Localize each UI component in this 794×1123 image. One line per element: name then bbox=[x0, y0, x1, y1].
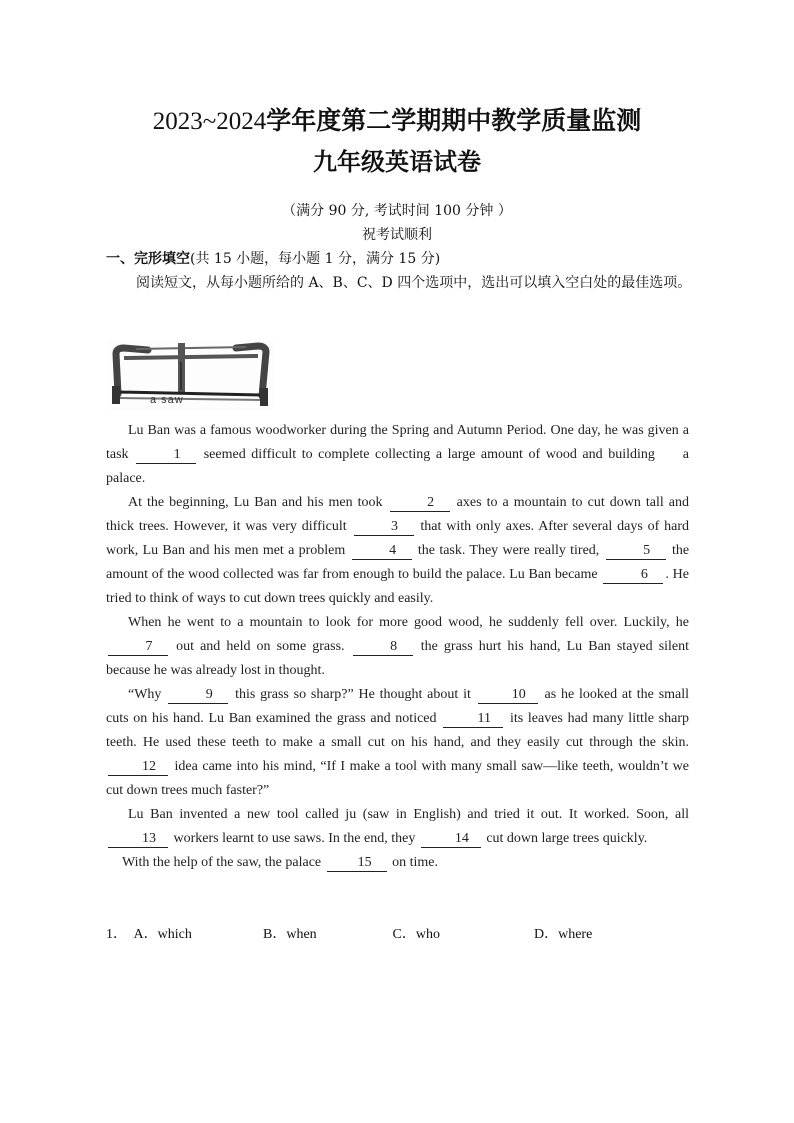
text: the grass hurt his hand, Lu Ban stayed silent because he was already lost in thought. bbox=[106, 639, 690, 678]
blank-6: 6 bbox=[603, 567, 663, 584]
option-b[interactable]: B．when bbox=[263, 927, 317, 942]
text: . He tried to think of ways to cut down trees quickly and easily. bbox=[106, 567, 690, 606]
wish-text: 祝考试顺利 bbox=[362, 227, 432, 243]
blank-14: 14 bbox=[421, 831, 481, 848]
paragraph-3 bbox=[106, 611, 689, 683]
title-year: 2023~2024 bbox=[152, 108, 267, 135]
blank-13: 13 bbox=[108, 831, 168, 848]
text: idea came into his mind, “If I make a tool with many small saw—like teeth, wouldn’t we cut down trees much faster?” bbox=[106, 759, 690, 798]
text: At the beginning, Lu Ban and his men took bbox=[128, 495, 383, 510]
text: that with only axes. After several days of hard work, Lu Ban and his men met a problem bbox=[106, 519, 690, 558]
blank-12: 12 bbox=[108, 759, 168, 776]
text: the task. They were really tired, bbox=[417, 543, 600, 558]
paragraph-1 bbox=[106, 419, 689, 491]
blank-9: 9 bbox=[168, 687, 228, 704]
section-info: (共 15 小题，每小题 1 分，满分 15 分) bbox=[190, 251, 441, 267]
option-a[interactable]: A．which bbox=[133, 927, 192, 942]
blank-10: 10 bbox=[478, 687, 538, 704]
option-d[interactable]: D．where bbox=[534, 927, 593, 942]
text: a palace. bbox=[106, 447, 689, 486]
option-c[interactable]: C．who bbox=[392, 927, 440, 942]
section-heading bbox=[106, 249, 696, 269]
blank-2: 2 bbox=[390, 495, 450, 512]
text: workers learnt to use saws. In the end, they bbox=[173, 831, 416, 846]
question-1 bbox=[106, 924, 706, 946]
blank-8: 8 bbox=[353, 639, 413, 656]
text: the amount of the wood collected was far from enough to build the palace. Lu Ban became bbox=[106, 543, 690, 582]
saw-caption: a saw bbox=[150, 394, 184, 406]
blank-15: 15 bbox=[327, 855, 387, 872]
paragraph-4 bbox=[106, 683, 689, 803]
text: With the help of the saw, the palace bbox=[122, 855, 322, 870]
text: seemed difficult to complete collecting a large amount of wood and building bbox=[203, 447, 655, 462]
section-label: 一、完形填空 bbox=[106, 251, 190, 267]
text: its leaves had many little sharp teeth. He used these teeth to make a small cut on his hand, and they easily cut through the skin. bbox=[106, 711, 690, 750]
text: this grass so sharp?” He thought about it bbox=[235, 687, 471, 702]
text: as he looked at the small cuts on his hand. Lu Ban examined the grass and noticed bbox=[106, 687, 690, 726]
blank-3: 3 bbox=[354, 519, 414, 536]
text: “Why bbox=[128, 687, 162, 702]
section-instruction: 阅读短文，从每小题所给的 A、B、C、D 四个选项中，选出可以填入空白处的最佳选项。 bbox=[136, 275, 692, 291]
text: cut down large trees quickly. bbox=[486, 831, 648, 846]
blank-7: 7 bbox=[108, 639, 168, 656]
text: Lu Ban invented a new tool called ju (saw in English) and tried it out. It worked. Soon, all bbox=[128, 807, 689, 822]
blank-1: 1 bbox=[136, 447, 196, 464]
paragraph-6 bbox=[106, 851, 689, 875]
text: When he went to a mountain to look for more good wood, he suddenly fell over. Luckily, he bbox=[128, 615, 689, 630]
page-subtitle: 九年级英语试卷 bbox=[313, 147, 481, 176]
paragraph-5 bbox=[106, 803, 689, 851]
paragraph-2 bbox=[106, 491, 689, 611]
cloze-passage bbox=[106, 419, 689, 875]
question-number: 1． bbox=[106, 927, 127, 942]
text: on time. bbox=[392, 855, 439, 870]
blank-11: 11 bbox=[443, 711, 503, 728]
text: Lu Ban was a famous woodworker during the Spring and Autumn Period. One day, he was given a task bbox=[106, 423, 689, 462]
blank-5: 5 bbox=[606, 543, 666, 560]
score-info: （满分 90 分, 考试时间 100 分钟 ） bbox=[282, 203, 512, 219]
page-title bbox=[0, 104, 794, 139]
text: out and held on some grass. bbox=[176, 639, 345, 654]
text: axes to a mountain to cut down tall and thick trees. However, it was very difficult bbox=[106, 495, 690, 534]
saw-image bbox=[108, 340, 274, 410]
title-text: 学年度第二学期期中教学质量监测 bbox=[266, 106, 642, 135]
blank-4: 4 bbox=[352, 543, 412, 560]
